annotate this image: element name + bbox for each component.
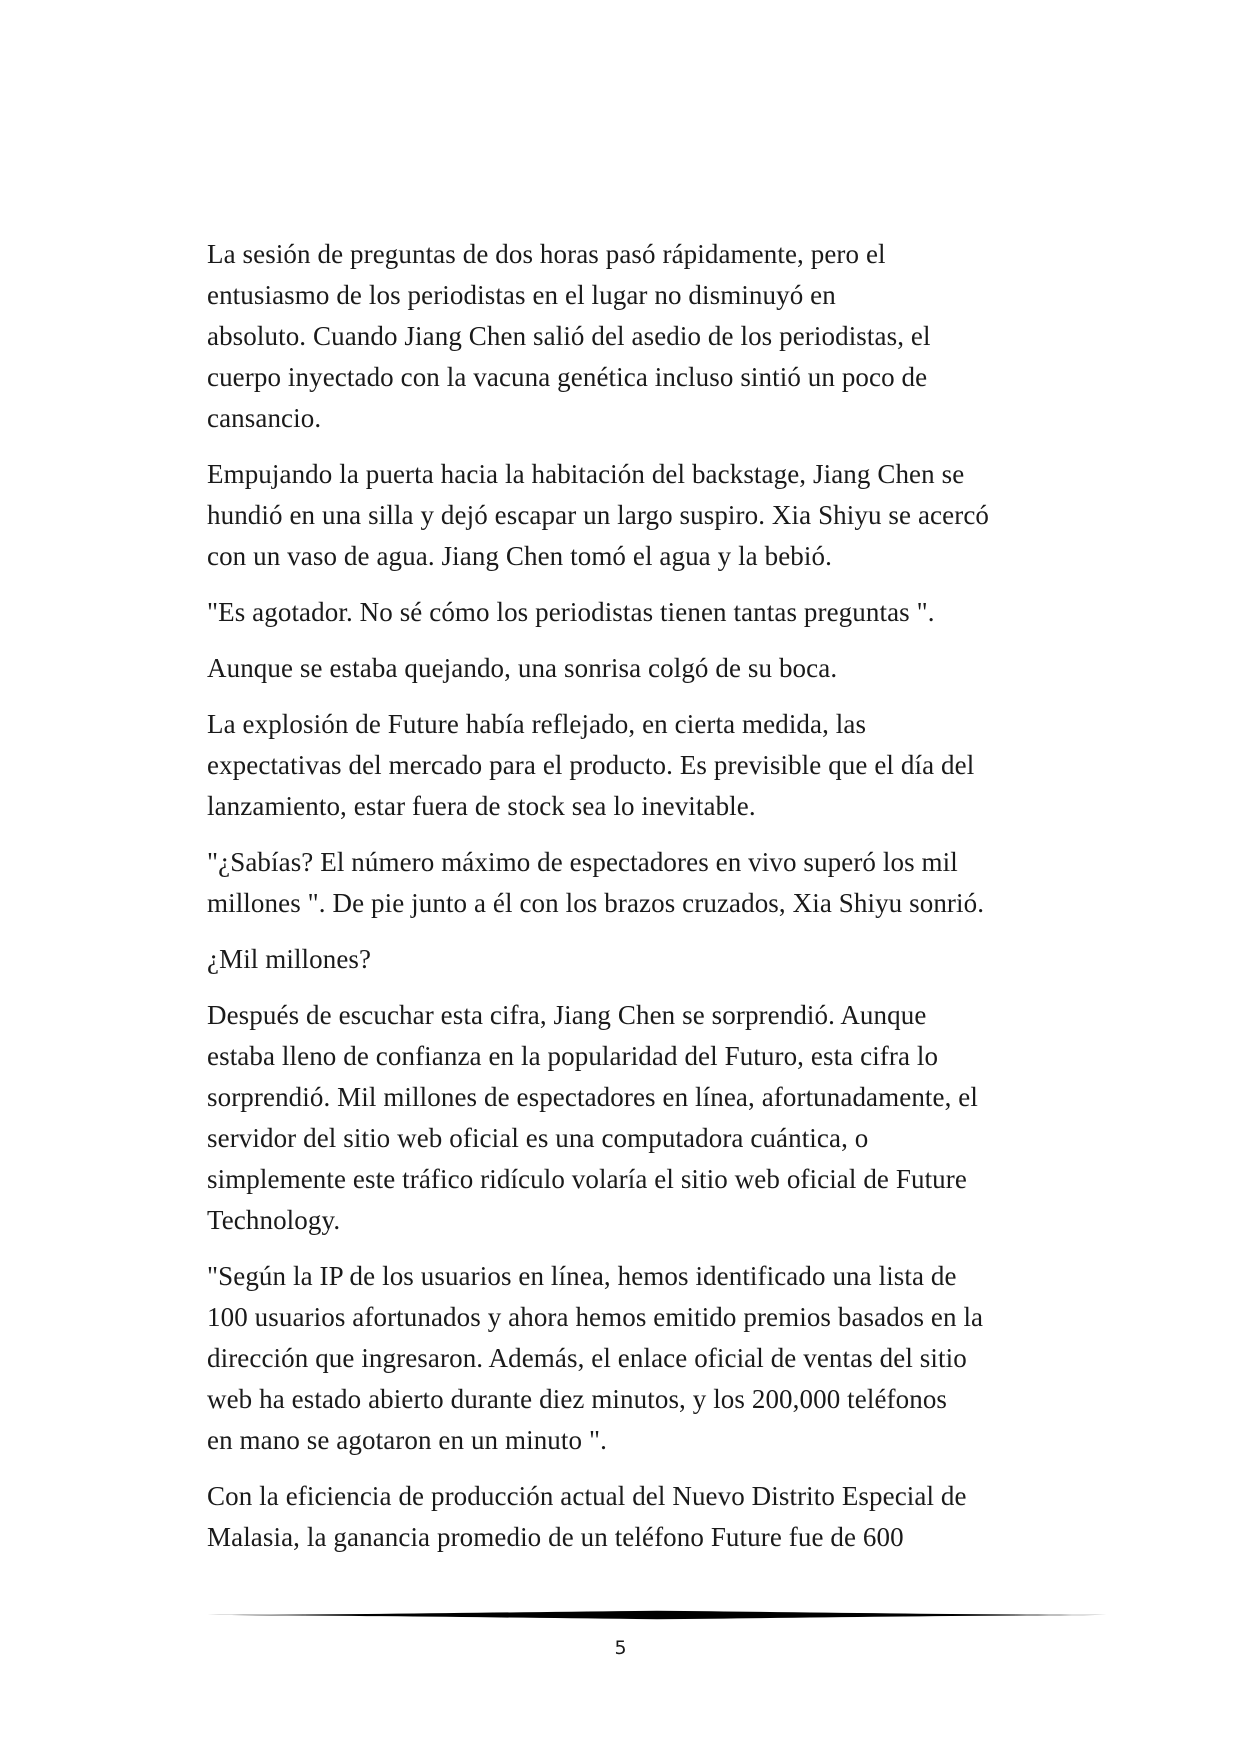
paragraph bbox=[207, 704, 1067, 827]
text-line: ¿Mil millones? bbox=[207, 944, 372, 974]
text-line: cuerpo inyectado con la vacuna genética incluso sintió un poco de bbox=[207, 362, 928, 392]
paragraph bbox=[207, 454, 1067, 577]
paragraph bbox=[207, 995, 1067, 1241]
text-line: absoluto. Cuando Jiang Chen salió del asedio de los periodistas, el bbox=[207, 321, 931, 351]
text-line: lanzamiento, estar fuera de stock sea lo inevitable. bbox=[207, 791, 756, 821]
paragraph bbox=[207, 234, 1067, 439]
paragraph bbox=[207, 592, 1067, 633]
text-line: web ha estado abierto durante diez minutos, y los 200,000 teléfonos bbox=[207, 1384, 948, 1414]
text-line: La sesión de preguntas de dos horas pasó rápidamente, pero el bbox=[207, 239, 886, 269]
text-line: Empujando la puerta hacia la habitación del backstage, Jiang Chen se bbox=[207, 459, 965, 489]
text-line: expectativas del mercado para el producto. Es previsible que el día del bbox=[207, 750, 975, 780]
text-line: "¿Sabías? El número máximo de espectadores en vivo superó los mil bbox=[207, 847, 958, 877]
paragraph bbox=[207, 1476, 1067, 1558]
text-line: millones ". De pie junto a él con los brazos cruzados, Xia Shiyu sonrió. bbox=[207, 888, 985, 918]
text-line: en mano se agotaron en un minuto ". bbox=[207, 1425, 607, 1455]
text-line: sorprendió. Mil millones de espectadores en línea, afortunadamente, el bbox=[207, 1082, 978, 1112]
text-line: 100 usuarios afortunados y ahora hemos emitido premios basados en la bbox=[207, 1302, 984, 1332]
paragraph bbox=[207, 939, 1067, 980]
text-line: servidor del sitio web oficial es una computadora cuántica, o bbox=[207, 1123, 869, 1153]
text-line: Malasia, la ganancia promedio de un teléfono Future fue de 600 bbox=[207, 1522, 904, 1552]
body-text bbox=[207, 234, 1067, 1573]
footer-divider bbox=[207, 1609, 1107, 1621]
text-line: "Según la IP de los usuarios en línea, hemos identificado una lista de bbox=[207, 1261, 957, 1291]
text-line: Con la eficiencia de producción actual del Nuevo Distrito Especial de bbox=[207, 1481, 967, 1511]
text-line: dirección que ingresaron. Además, el enlace oficial de ventas del sitio bbox=[207, 1343, 967, 1373]
paragraph bbox=[207, 648, 1067, 689]
text-line: simplemente este tráfico ridículo volaría el sitio web oficial de Future bbox=[207, 1164, 967, 1194]
text-line: Aunque se estaba quejando, una sonrisa colgó de su boca. bbox=[207, 653, 838, 683]
text-line: estaba lleno de confianza en la popularidad del Futuro, esta cifra lo bbox=[207, 1041, 939, 1071]
paragraph bbox=[207, 842, 1067, 924]
text-line: Después de escuchar esta cifra, Jiang Chen se sorprendió. Aunque bbox=[207, 1000, 927, 1030]
text-line: entusiasmo de los periodistas en el lugar no disminuyó en bbox=[207, 280, 836, 310]
text-line: cansancio. bbox=[207, 403, 322, 433]
paragraph bbox=[207, 1256, 1067, 1461]
text-line: hundió en una silla y dejó escapar un largo suspiro. Xia Shiyu se acercó bbox=[207, 500, 989, 530]
text-line: La explosión de Future había reflejado, en cierta medida, las bbox=[207, 709, 867, 739]
page-number: 5 bbox=[614, 1637, 627, 1659]
text-line: "Es agotador. No sé cómo los periodistas tienen tantas preguntas ". bbox=[207, 597, 935, 627]
text-line: Technology. bbox=[207, 1205, 341, 1235]
text-line: con un vaso de agua. Jiang Chen tomó el agua y la bebió. bbox=[207, 541, 832, 571]
